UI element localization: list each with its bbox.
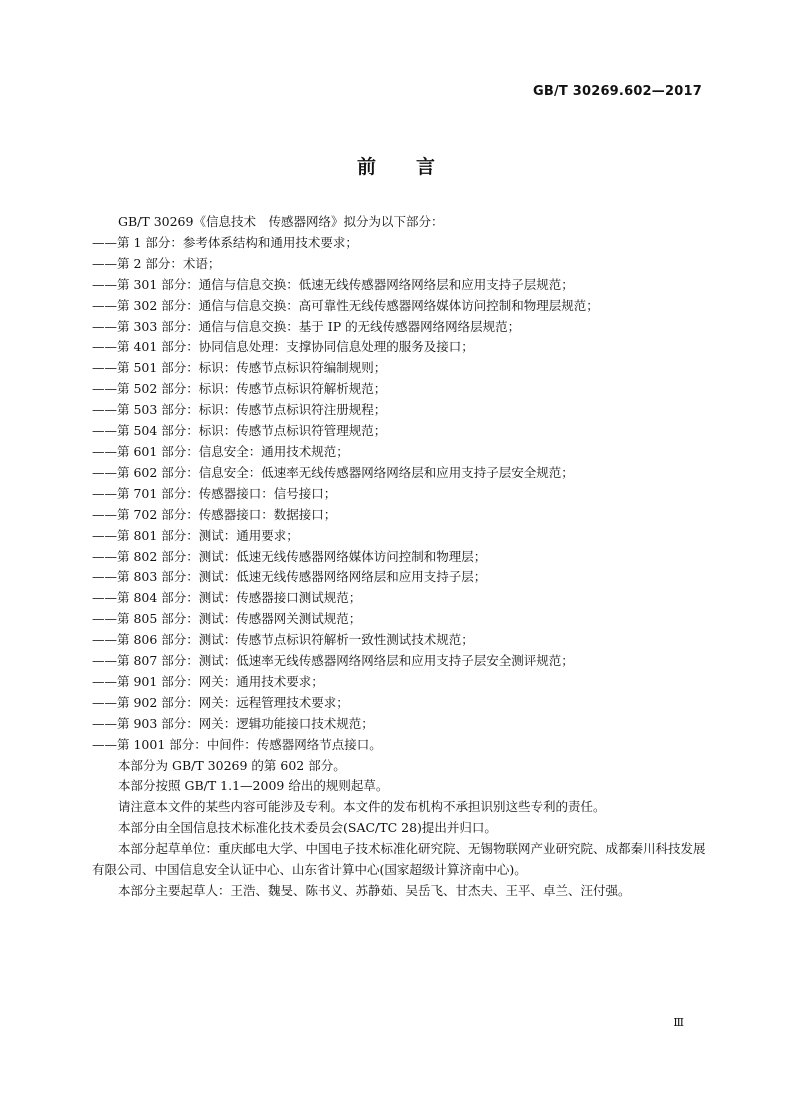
- list-item: ——第 301 部分：通信与信息交换：低速无线传感器网络网络层和应用支持子层规范；: [92, 276, 574, 292]
- list-item: ——第 601 部分：信息安全：通用技术规范；: [92, 443, 349, 459]
- intro-line: GB/T 30269《信息技术 传感器网络》拟分为以下部分：: [118, 214, 444, 229]
- paragraph-part-number: 本部分为 GB/T 30269 的第 602 部分。: [118, 757, 346, 773]
- list-item: ——第 701 部分：传感器接口：信号接口；: [92, 485, 337, 501]
- paragraph-proposer: 本部分由全国信息技术标准化技术委员会(SAC/TC 28)提出并归口。: [118, 820, 497, 836]
- list-item: ——第 802 部分：测试：低速无线传感器网络媒体访问控制和物理层；: [92, 548, 487, 564]
- paragraph-drafting-rules: 本部分按照 GB/T 1.1—2009 给出的规则起草。: [118, 778, 389, 794]
- list-item: ——第 804 部分：测试：传感器接口测试规范；: [92, 590, 362, 606]
- list-item: ——第 401 部分：协同信息处理：支撑协同信息处理的服务及接口；: [92, 339, 474, 355]
- paragraph-drafting-units: 本部分起草单位：重庆邮电大学、中国电子技术标准化研究院、无锡物联网产业研究院、成都秦川科技发展有限公司、中国信息安全认证中心、山东省计算中心(国家超级计算济南中心)。: [92, 841, 706, 878]
- list-item: ——第 902 部分：网关：远程管理技术要求；: [92, 694, 349, 710]
- list-item: ——第 303 部分：通信与信息交换：基于 IP 的无线传感器网络网络层规范；: [92, 318, 521, 334]
- standard-number: GB/T 30269.602—2017: [532, 84, 702, 99]
- list-item: ——第 502 部分：标识：传感节点标识符解析规范；: [92, 381, 387, 397]
- list-item: ——第 504 部分：标识：传感节点标识符管理规范；: [92, 423, 387, 439]
- list-item: ——第 503 部分：标识：传感节点标识符注册规程；: [92, 402, 387, 418]
- list-item: ——第 302 部分：通信与信息交换：高可靠性无线传感器网络媒体访问控制和物理层规范；: [92, 297, 599, 313]
- list-item: ——第 803 部分：测试：低速无线传感器网络网络层和应用支持子层；: [92, 569, 487, 585]
- page-title: 前言: [356, 156, 475, 178]
- list-item: ——第 807 部分：测试：低速率无线传感器网络网络层和应用支持子层安全测评规范；: [92, 653, 574, 669]
- document-body: [92, 212, 712, 902]
- paragraph-drafters: 本部分主要起草人：王浩、魏旻、陈书义、苏静茹、吴岳飞、甘杰夫、王平、卓兰、汪付强。: [118, 883, 631, 898]
- list-item: ——第 801 部分：测试：通用要求；: [92, 527, 299, 543]
- paragraph-patent-notice: 请注意本文件的某些内容可能涉及专利。本文件的发布机构不承担识别这些专利的责任。: [118, 799, 606, 815]
- list-item: ——第 702 部分：传感器接口：数据接口；: [92, 506, 337, 522]
- list-item: ——第 806 部分：测试：传感节点标识符解析一致性测试技术规范；: [92, 632, 474, 648]
- list-item: ——第 805 部分：测试：传感器网关测试规范；: [92, 611, 362, 627]
- list-item: ——第 602 部分：信息安全：低速率无线传感器网络网络层和应用支持子层安全规范；: [92, 464, 574, 480]
- page-number: Ⅲ: [673, 1016, 684, 1029]
- list-item: ——第 903 部分：网关：逻辑功能接口技术规范；: [92, 715, 374, 731]
- list-item: ——第 2 部分：术语；: [92, 255, 221, 271]
- list-item: ——第 1001 部分：中间件：传感器网络节点接口。: [92, 736, 382, 752]
- list-item: ——第 1 部分：参考体系结构和通用技术要求；: [92, 234, 358, 250]
- list-item: ——第 501 部分：标识：传感节点标识符编制规则；: [92, 360, 387, 376]
- list-item: ——第 901 部分：网关：通用技术要求；: [92, 673, 324, 689]
